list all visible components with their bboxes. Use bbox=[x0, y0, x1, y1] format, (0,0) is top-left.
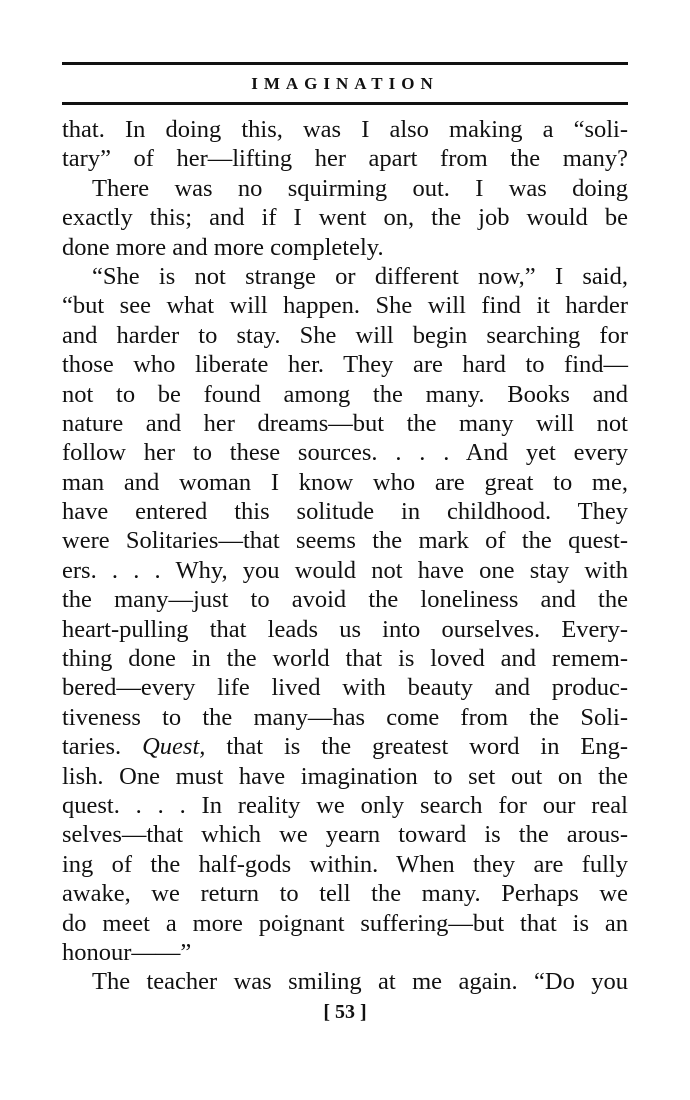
text-line: nature and her dreams—but the many will not bbox=[62, 409, 628, 437]
text-line: done more and more completely. bbox=[62, 233, 384, 261]
page-number: [ 53 ] bbox=[323, 1001, 367, 1023]
text-line: bered—every life lived with beauty and produc- bbox=[62, 674, 628, 702]
text-line: ing of the half-gods within. When they are fully bbox=[62, 850, 628, 878]
text-line: exactly this; and if I went on, the job would be bbox=[62, 204, 628, 232]
text-line: man and woman I know who are great to me, bbox=[62, 468, 628, 496]
text-line: “but see what will happen. She will find it harder bbox=[62, 292, 628, 320]
text-line: “She is not strange or different now,” I said, bbox=[92, 262, 628, 290]
emphasis-quest: Quest, bbox=[142, 733, 206, 761]
text-line: do meet a more poignant suffering—but that is an bbox=[62, 909, 628, 937]
text-line: tary” of her—lifting her apart from the many? bbox=[62, 145, 628, 173]
text-line: The teacher was smiling at me again. “Do you bbox=[92, 968, 628, 996]
text-line-quest bbox=[62, 732, 628, 761]
running-head: IMAGINATION bbox=[251, 74, 439, 93]
text-line: not to be found among the many. Books and bbox=[62, 380, 628, 408]
text-line: the many—just to avoid the loneliness and the bbox=[62, 586, 628, 614]
text-fragment: taries. bbox=[62, 733, 122, 761]
text-line: thing done in the world that is loved and remem- bbox=[62, 645, 628, 673]
text-line: quest. . . . In reality we only search for our real bbox=[62, 791, 628, 819]
text-line: awake, we return to tell the many. Perhaps we bbox=[62, 880, 628, 908]
body-text bbox=[62, 115, 628, 997]
text-line: have entered this solitude in childhood. They bbox=[62, 498, 628, 526]
text-line: There was no squirming out. I was doing bbox=[92, 174, 628, 202]
text-fragment: that is the greatest word in Eng- bbox=[226, 733, 629, 761]
header-rule-bottom bbox=[62, 102, 628, 105]
text-line: and harder to stay. She will begin searching for bbox=[62, 321, 628, 349]
text-line: selves—that which we yearn toward is the arous- bbox=[62, 821, 628, 849]
text-line: those who liberate her. They are hard to find— bbox=[62, 351, 628, 379]
text-line: that. In doing this, was I also making a “soli- bbox=[62, 116, 628, 143]
text-line: tiveness to the many—has come from the Soli- bbox=[62, 703, 628, 731]
text-line: heart-pulling that leads us into ourselves. Every- bbox=[62, 615, 628, 643]
text-line: lish. One must have imagination to set out on the bbox=[62, 762, 628, 790]
header-rule-top bbox=[62, 62, 628, 65]
text-line: honour——” bbox=[62, 938, 192, 966]
text-line: ers. . . . Why, you would not have one stay with bbox=[62, 556, 628, 584]
text-line: follow her to these sources. . . . And yet every bbox=[62, 439, 628, 467]
text-line: were Solitaries—that seems the mark of the quest- bbox=[62, 527, 628, 555]
